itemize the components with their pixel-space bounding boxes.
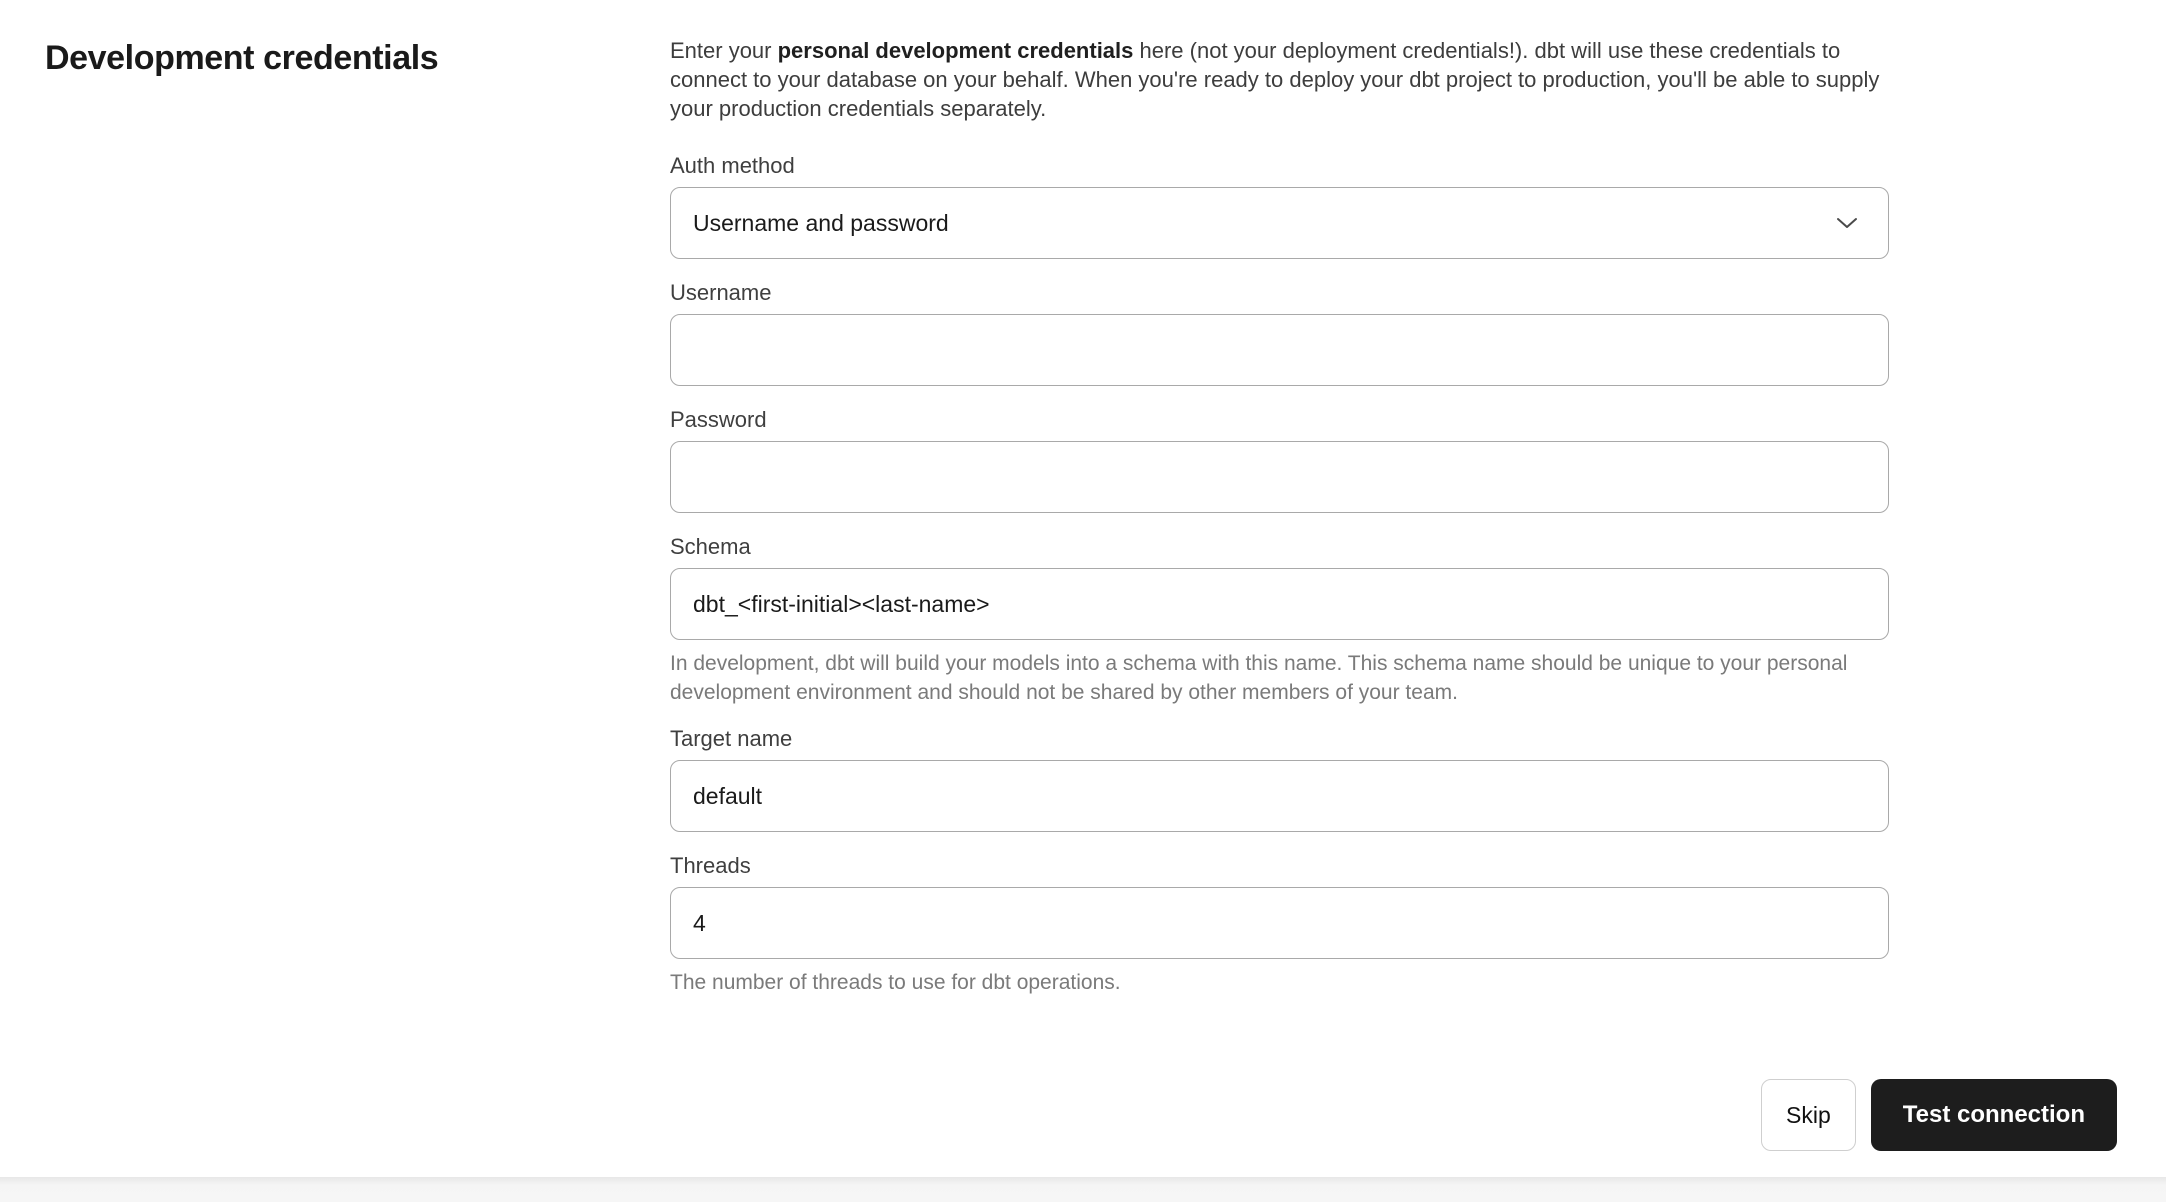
- intro-text-pre: Enter your: [670, 38, 778, 63]
- test-connection-button[interactable]: Test connection: [1871, 1079, 2117, 1151]
- target-name-input[interactable]: [670, 760, 1889, 832]
- password-field: [670, 407, 1889, 513]
- target-name-field: [670, 726, 1889, 832]
- password-label: Password: [670, 407, 767, 432]
- auth-method-label: Auth method: [670, 153, 795, 178]
- threads-label: Threads: [670, 853, 751, 878]
- threads-field: [670, 853, 1889, 997]
- username-label: Username: [670, 280, 772, 305]
- auth-method-field: [670, 153, 1889, 259]
- threads-input[interactable]: [670, 887, 1889, 959]
- target-name-label: Target name: [670, 726, 793, 751]
- auth-method-select[interactable]: [670, 187, 1889, 259]
- bottom-edge-strip: [0, 1177, 2166, 1202]
- auth-method-selected-value: Username and password: [693, 209, 949, 236]
- page-title: Development credentials: [45, 39, 439, 77]
- chevron-down-icon: [1836, 217, 1858, 229]
- username-input[interactable]: [670, 314, 1889, 386]
- schema-field: [670, 534, 1889, 707]
- password-input[interactable]: [670, 441, 1889, 513]
- footer-actions: [1761, 1079, 2117, 1151]
- threads-helper-text: The number of threads to use for dbt operations.: [670, 971, 1121, 994]
- intro-text-bold: personal development credentials: [777, 38, 1134, 63]
- skip-button[interactable]: Skip: [1761, 1079, 1856, 1151]
- credentials-form: [670, 36, 1889, 1016]
- intro-paragraph: [670, 36, 1889, 123]
- schema-label: Schema: [670, 534, 751, 559]
- schema-input[interactable]: [670, 568, 1889, 640]
- intro-text-post: here (not your deployment credentials!). dbt will use these credentials to connect to your database on your behalf. When you're ready to deploy your dbt project to production, you'll be able to supply your production credentials separately.: [670, 38, 1880, 121]
- username-field: [670, 280, 1889, 386]
- schema-helper-text: In development, dbt will build your models into a schema with this name. This schema name should be unique to your personal development environment and should not be shared by other members of your team.: [670, 652, 1848, 704]
